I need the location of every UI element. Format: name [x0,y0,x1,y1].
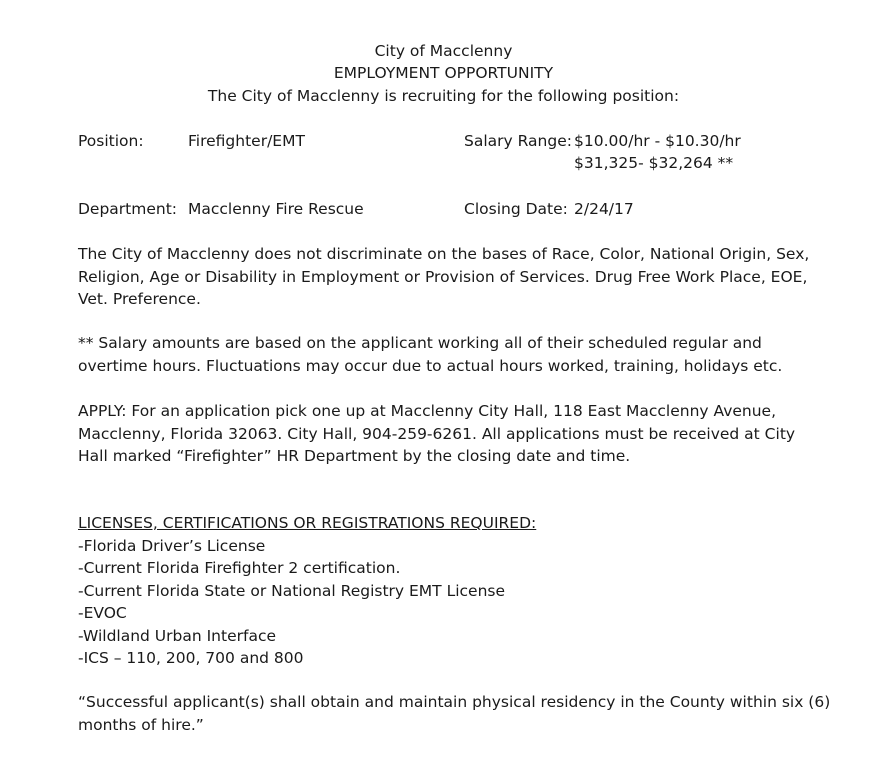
posting-title: EMPLOYMENT OPPORTUNITY [333,64,554,82]
paragraph-line: The City of Macclenny does not discriminate on the bases of Race, Color, National Origin, Sex, [78,245,810,263]
closing-date-value: 2/24/17 [574,200,634,218]
salary-label: Salary Range: [464,132,572,150]
paragraph-line: ** Salary amounts are based on the applicant working all of their scheduled regular and [78,334,762,352]
paragraph-line: Hall marked “Firefighter” HR Department by the closing date and time. [78,447,631,465]
requirements-section [78,512,818,670]
department-label: Department: [78,200,178,218]
requirement-item: -ICS – 110, 200, 700 and 800 [78,649,304,667]
closing-date-label: Closing Date: [464,200,568,218]
department-value: Macclenny Fire Rescue [188,200,364,218]
position-label: Position: [78,132,144,150]
salary-note-paragraph [78,332,818,377]
paragraph-line: “Successful applicant(s) shall obtain and maintain physical residency in the County within six (6) [78,693,831,711]
requirements-heading: LICENSES, CERTIFICATIONS OR REGISTRATIONS REQUIRED: [78,514,537,532]
paragraph-line: Vet. Preference. [78,290,201,308]
paragraph-line: Religion, Age or Disability in Employment or Provision of Services. Drug Free Work Place, EOE, [78,267,808,286]
residency-paragraph [78,691,831,736]
position-value: Firefighter/EMT [188,132,305,150]
nondiscrimination-paragraph [78,243,818,311]
intro-line: The City of Macclenny is recruiting for the following position: [207,87,680,105]
requirement-item: -EVOC [78,604,127,622]
paragraph-line: APPLY: For an application pick one up at Macclenny City Hall, 118 East Macclenny Avenue, [78,402,777,420]
apply-paragraph [78,400,818,468]
requirement-item: -Florida Driver’s License [78,536,266,555]
paragraph-line: overtime hours. Fluctuations may occur due to actual hours worked, training, holidays etc. [78,356,783,375]
requirement-item: -Current Florida Firefighter 2 certification. [78,559,401,577]
salary-annual: $31,325- $32,264 ** [574,154,734,172]
paragraph-line: months of hire.” [78,715,204,734]
city-heading: City of Macclenny [374,42,513,60]
requirement-item: -Wildland Urban Interface [78,626,276,645]
paragraph-line: Macclenny, Florida 32063. City Hall, 904-259-6261. All applications must be received at City [78,424,796,443]
requirement-item: -Current Florida State or National Registry EMT License [78,581,506,600]
salary-hourly: $10.00/hr - $10.30/hr [574,132,741,150]
